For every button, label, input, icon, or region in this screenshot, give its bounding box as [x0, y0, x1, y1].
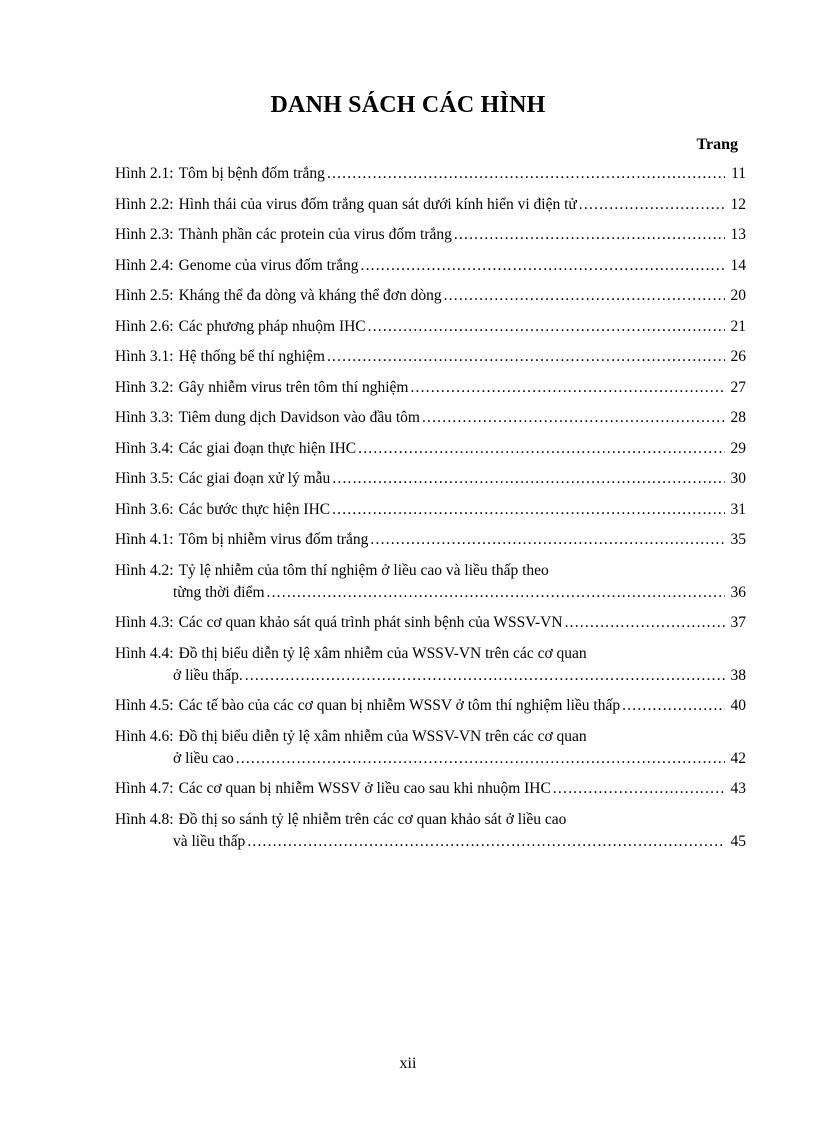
figure-label: Hình 2.3: [115, 226, 174, 243]
dot-leader [247, 831, 724, 853]
list-item[interactable] [115, 316, 746, 338]
figure-label: Hình 4.5: [115, 697, 174, 714]
figure-caption: Thành phần các protein của virus đốm trắng [178, 226, 452, 243]
list-item-line [115, 748, 746, 770]
page-number: 43 [730, 780, 746, 797]
list-item-line [115, 643, 746, 665]
footer-page-number: xii [399, 1055, 417, 1072]
page-column-header: Trang [696, 136, 738, 153]
figure-caption: Tỷ lệ nhiễm của tôm thí nghiệm ở liều cao và liều thấp theo [178, 561, 549, 579]
list-item[interactable] [115, 726, 746, 770]
list-item[interactable] [115, 163, 746, 185]
dot-leader [327, 163, 725, 185]
figure-label: Hình 3.1: [115, 348, 174, 365]
dot-leader [622, 695, 724, 717]
dot-leader [245, 665, 725, 687]
figure-caption: Genome của virus đốm trắng [178, 256, 359, 274]
list-item[interactable] [115, 285, 746, 307]
figure-label: Hình 3.2: [115, 378, 174, 396]
list-item[interactable] [115, 529, 746, 551]
figure-caption: Kháng thể đa dòng và kháng thể đơn dòng [178, 287, 442, 304]
figure-label: Hình 4.8: [115, 810, 174, 828]
figure-caption: Hình thái của virus đốm trắng quan sát dưới kính hiển vi điện tử [178, 195, 577, 213]
figure-label: Hình 4.2: [115, 561, 174, 579]
figure-caption: Tôm bị bệnh đốm trắng [178, 165, 325, 182]
list-item-line [115, 612, 746, 634]
list-item[interactable] [115, 778, 746, 800]
list-item-line [115, 726, 746, 748]
list-item-line [115, 809, 746, 831]
list-item-line [115, 255, 746, 277]
figure-caption-continued: ở liều thấp. [173, 666, 243, 684]
figure-caption: Các bước thực hiện IHC [178, 500, 331, 518]
list-item-line [115, 778, 746, 800]
dot-leader [410, 377, 724, 399]
page-number: 20 [730, 287, 746, 304]
page-number: 28 [730, 409, 746, 426]
dot-leader [267, 582, 725, 604]
page-number: 13 [730, 226, 746, 243]
figure-label: Hình 4.6: [115, 727, 174, 745]
list-item[interactable] [115, 560, 746, 604]
list-item-line [115, 831, 746, 853]
figure-caption: Các tế bào của các cơ quan bị nhiễm WSSV ở tôm thí nghiệm liều thấp [178, 697, 621, 714]
list-item[interactable] [115, 377, 746, 399]
list-item-line [115, 224, 746, 246]
list-item[interactable] [115, 194, 746, 216]
figure-label: Hình 4.1: [115, 531, 174, 548]
page-number: 42 [730, 749, 746, 767]
list-item[interactable] [115, 643, 746, 687]
dot-leader [327, 346, 725, 368]
dot-leader [361, 255, 725, 277]
list-item[interactable] [115, 438, 746, 460]
figure-caption: Các cơ quan bị nhiễm WSSV ở liều cao sau khi nhuộm IHC [178, 780, 551, 797]
page-number: 21 [730, 317, 746, 335]
page-number: 26 [730, 348, 746, 365]
figure-label: Hình 2.6: [115, 317, 174, 335]
figure-caption: Đồ thị biểu diễn tỷ lệ xâm nhiễm của WSSV-VN trên các cơ quan [178, 727, 587, 745]
figure-caption: Tiêm dung dịch Davidson vào đầu tôm [178, 409, 420, 426]
dot-leader [553, 778, 725, 800]
dot-leader [332, 468, 724, 490]
figure-caption-continued: ở liều cao [173, 749, 234, 767]
figure-label: Hình 2.2: [115, 195, 174, 213]
page-number: 45 [730, 832, 746, 850]
list-item-line [115, 529, 746, 551]
figure-label: Hình 4.3: [115, 614, 174, 631]
list-item-line [115, 499, 746, 521]
page-number: 12 [730, 195, 746, 213]
dot-leader [332, 499, 724, 521]
list-item[interactable] [115, 499, 746, 521]
figure-caption: Đồ thị biểu diễn tỷ lệ xâm nhiễm của WSSV-VN trên các cơ quan [178, 644, 587, 662]
page-number: 11 [731, 165, 746, 182]
list-item[interactable] [115, 255, 746, 277]
figure-caption-continued: và liều thấp [173, 832, 246, 850]
list-item-line [115, 285, 746, 307]
page-number: 35 [730, 531, 746, 548]
list-item-line [115, 194, 746, 216]
page-number: 30 [730, 470, 746, 487]
figure-caption-continued: từng thời điểm [173, 583, 265, 601]
figure-caption: Các phương pháp nhuộm IHC [178, 317, 366, 335]
list-item-line [115, 407, 746, 429]
page-number: 38 [730, 666, 746, 684]
figure-label: Hình 2.4: [115, 256, 174, 274]
list-item-line [115, 560, 746, 582]
figure-label: Hình 3.4: [115, 439, 174, 457]
list-item[interactable] [115, 407, 746, 429]
figure-caption: Các cơ quan khảo sát quá trình phát sinh bệnh của WSSV-VN [178, 614, 563, 631]
page-number: 29 [730, 439, 746, 457]
page-title: DANH SÁCH CÁC HÌNH [270, 92, 546, 118]
list-item-line [115, 695, 746, 717]
figure-label: Hình 3.3: [115, 409, 174, 426]
page-number: 27 [730, 378, 746, 396]
list-item[interactable] [115, 809, 746, 853]
figure-caption: Các giai đoạn thực hiện IHC [178, 439, 357, 457]
dot-leader [358, 438, 724, 460]
list-item-line [115, 438, 746, 460]
figure-caption: Tôm bị nhiễm virus đốm trắng [178, 531, 369, 548]
list-item[interactable] [115, 612, 746, 634]
list-item-line [115, 163, 746, 185]
dot-leader [565, 612, 725, 634]
list-item[interactable] [115, 468, 746, 490]
figure-caption: Các giai đoạn xử lý mẫu [178, 470, 331, 487]
figure-label: Hình 2.1: [115, 165, 174, 182]
figure-caption: Gây nhiễm virus trên tôm thí nghiệm [178, 378, 409, 396]
page-number: 36 [730, 583, 746, 601]
list-item-line [115, 582, 746, 604]
page-number: 31 [730, 500, 746, 518]
list-item-line [115, 665, 746, 687]
dot-leader [444, 285, 725, 307]
figure-caption: Hệ thống bể thí nghiệm [178, 348, 325, 365]
list-item[interactable] [115, 346, 746, 368]
dot-leader [370, 529, 724, 551]
list-item-line [115, 377, 746, 399]
figure-list [115, 163, 746, 861]
page-number: 14 [730, 256, 746, 274]
list-item-line [115, 468, 746, 490]
page-number: 37 [730, 614, 746, 631]
dot-leader [579, 194, 725, 216]
dot-leader [454, 224, 725, 246]
figure-label: Hình 3.5: [115, 470, 174, 487]
figure-label: Hình 2.5: [115, 287, 174, 304]
page-number: 40 [730, 697, 746, 714]
dot-leader [368, 316, 725, 338]
figure-label: Hình 4.7: [115, 780, 174, 797]
dot-leader [422, 407, 725, 429]
list-item-line [115, 346, 746, 368]
dot-leader [236, 748, 725, 770]
figure-label: Hình 4.4: [115, 644, 174, 662]
figure-caption: Đồ thị so sánh tỷ lệ nhiễm trên các cơ quan khảo sát ở liều cao [178, 810, 567, 828]
list-item[interactable] [115, 224, 746, 246]
figure-label: Hình 3.6: [115, 500, 174, 518]
list-item-line [115, 316, 746, 338]
list-item[interactable] [115, 695, 746, 717]
